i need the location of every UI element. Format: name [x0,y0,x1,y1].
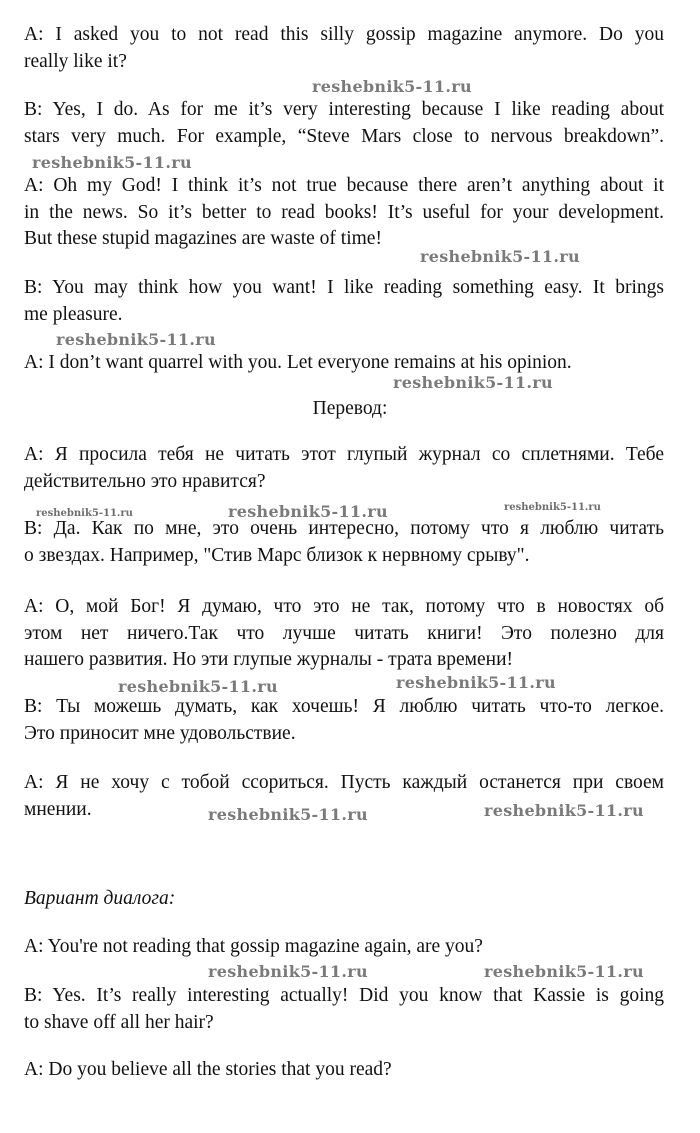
text-line: В: Ты можешь думать, как хочешь! Я люблю читать что-то легкое. [24,696,664,717]
watermark: reshebnik5-11.ru [118,677,278,696]
text-line: to shave off all her hair? [24,1011,214,1033]
variant-paragraph-3 [24,1057,664,1084]
variant-paragraph-1 [24,934,664,961]
watermark: reshebnik5-11.ru [36,508,133,519]
watermark: reshebnik5-11.ru [420,247,580,266]
text-line: этом нет ничего.Так что лучше читать книги! Это полезно для [24,622,664,644]
en-paragraph-1 [24,22,664,75]
text-line: stars very much. For example, “Steve Mars close to nervous breakdown”. [24,125,664,147]
text-line: A: You're not reading that gossip magazine again, are you? [24,936,483,957]
text-line: о звездах. Например, "Стив Марс близок к нервному срыву". [24,544,530,566]
text-line: B: You may think how you want! I like reading something easy. It brings [24,277,664,298]
watermark: reshebnik5-11.ru [396,673,556,692]
ru-paragraph-1 [24,442,664,495]
text-line: А: О, мой Бог! Я думаю, что это не так, потому что в новостях об [24,596,664,617]
en-paragraph-4 [24,275,664,328]
watermark: reshebnik5-11.ru [393,373,553,392]
en-paragraph-3 [24,173,664,253]
text-line: B: Yes. It’s really interesting actually! Did you know that Kassie is going [24,985,664,1006]
watermark: reshebnik5-11.ru [312,77,472,96]
text-line: мнении. [24,798,92,820]
watermark: reshebnik5-11.ru [208,805,368,824]
watermark: reshebnik5-11.ru [484,962,644,981]
text-line: А: Я просила тебя не читать этот глупый журнал со сплетнями. Тебе [24,444,664,465]
text-line: But these stupid magazines are waste of time! [24,228,382,249]
watermark: reshebnik5-11.ru [504,502,601,513]
variant-paragraph-2 [24,983,664,1036]
text-line: действительно это нравится? [24,470,266,492]
watermark: reshebnik5-11.ru [32,153,192,172]
watermark: reshebnik5-11.ru [228,502,388,521]
text-line: нашего развития. Но эти глупые журналы - трата времени! [24,649,514,670]
en-paragraph-5 [24,350,664,377]
ru-paragraph-4 [24,694,664,747]
watermark: reshebnik5-11.ru [208,962,368,981]
text-line: Это приносит мне удовольствие. [24,722,296,744]
text-line: A: I asked you to not read this silly gossip magazine anymore. Do you [24,24,664,45]
variant-heading: Вариант диалога: [24,888,176,909]
watermark: reshebnik5-11.ru [56,330,216,349]
text-line: me pleasure. [24,303,123,325]
text-line: A: I don’t want quarrel with you. Let everyone remains at his opinion. [24,352,572,373]
ru-paragraph-2 [24,516,664,569]
text-line: А: Я не хочу с тобой ссориться. Пусть каждый останется при своем [24,772,664,793]
text-line: B: Yes, I do. As for me it’s very interesting because I like reading about [24,99,664,120]
text-line: В: Да. Как по мне, это очень интересно, потому что я люблю читать [24,518,664,539]
text-line: A: Do you believe all the stories that you read? [24,1059,392,1080]
translation-heading: Перевод: [312,398,388,419]
watermark: reshebnik5-11.ru [484,801,644,820]
en-paragraph-2 [24,97,664,150]
text-line: A: Oh my God! I think it’s not true because there aren’t anything about it [24,175,664,196]
text-line: in the news. So it’s better to read books! It’s useful for your development. [24,201,664,223]
ru-paragraph-3 [24,594,664,674]
text-line: really like it? [24,50,127,72]
